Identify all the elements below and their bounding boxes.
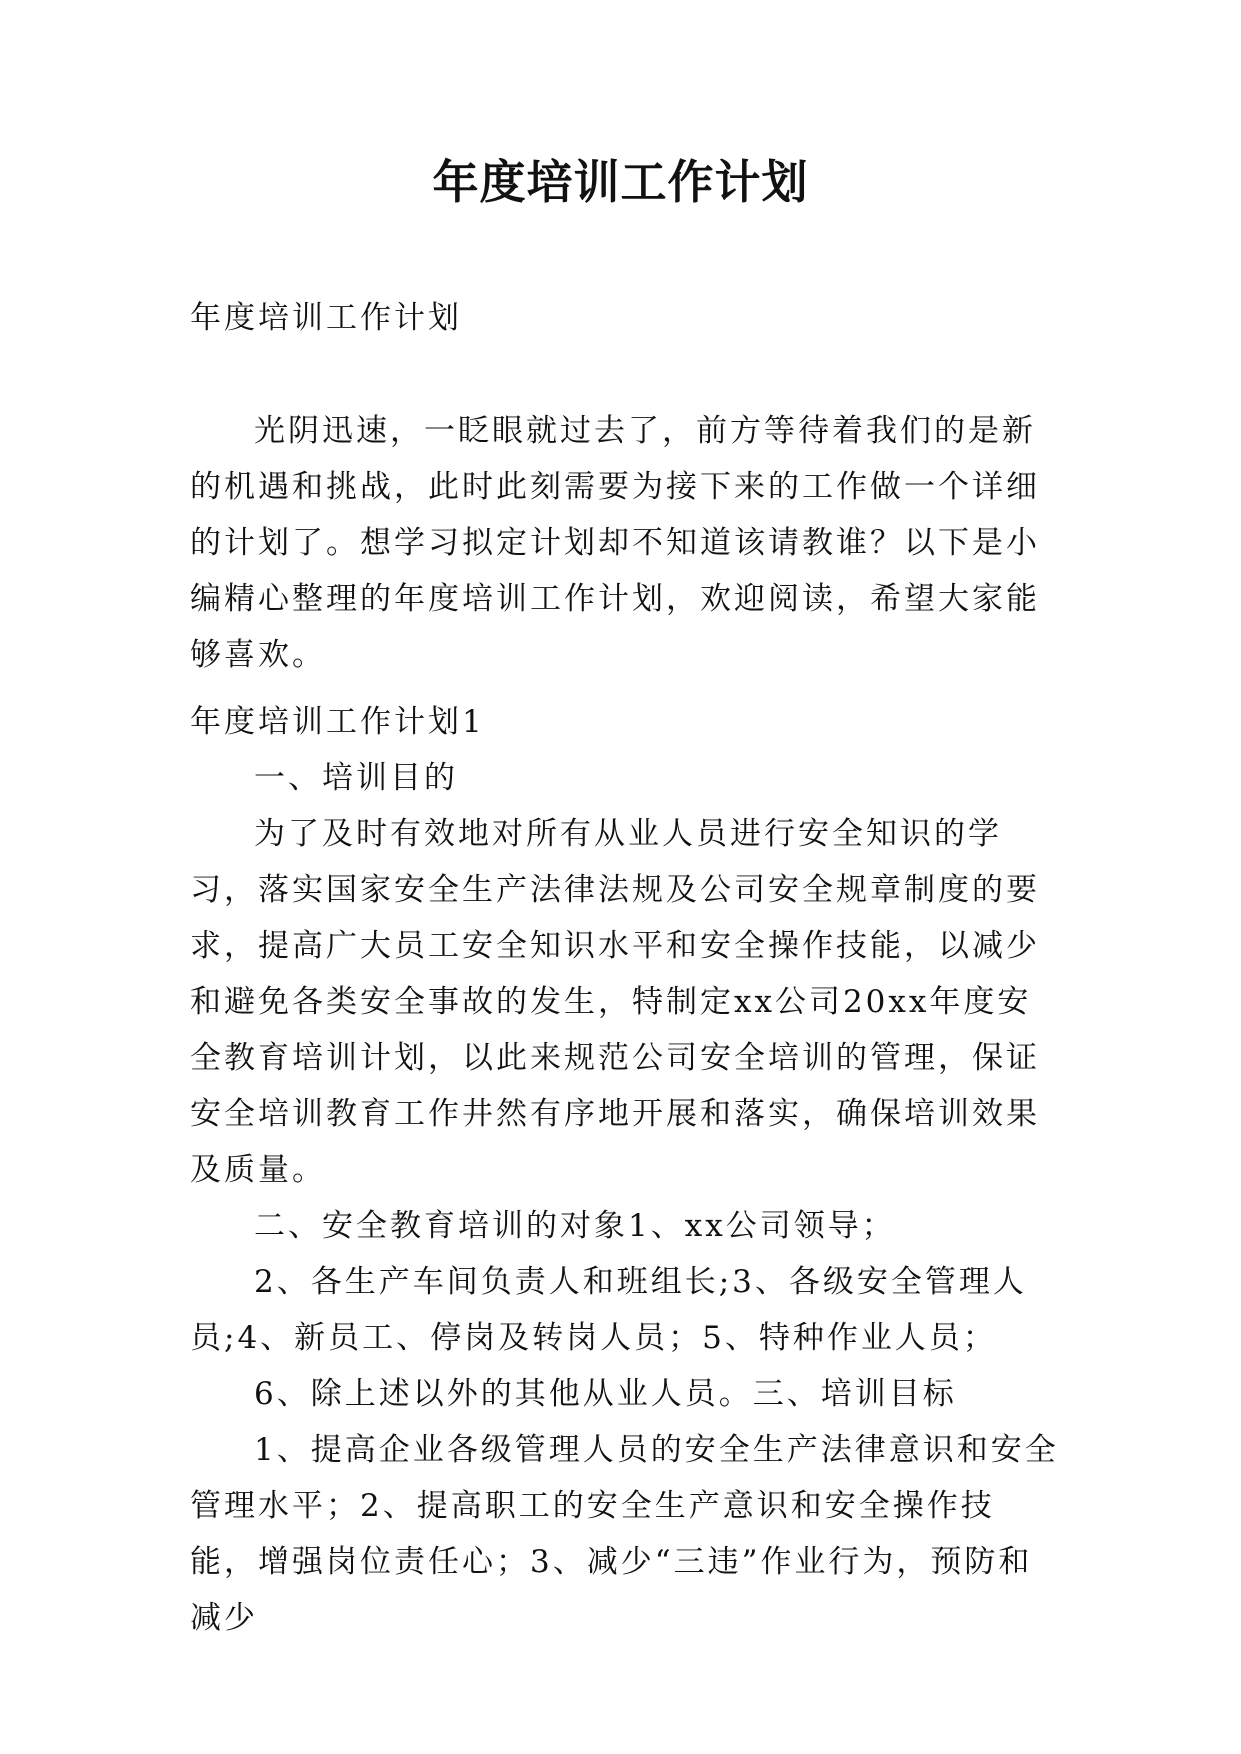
intro-paragraph: 光阴迅速，一眨眼就过去了，前方等待着我们的是新的机遇和挑战，此时此刻需要为接下来的工作做一个详细的计划了。想学习拟定计划却不知道该请教谁？以下是小编精心整理的年度培训工作计划，欢迎阅读，希望大家能够喜欢。 [190, 413, 1040, 673]
paragraph-target-other: 6、除上述以外的其他从业人员。三、培训目标 [254, 1376, 957, 1412]
section-title: 年度培训工作计划1 [190, 704, 485, 740]
heading-training-purpose: 一、培训目的 [254, 760, 458, 796]
section-content [190, 750, 1060, 1646]
paragraph-target-list: 2、各生产车间负责人和班组长;3、各级安全管理人员;4、新员工、停岗及转岗人员；5、特种作业人员； [190, 1264, 1027, 1356]
paragraph-purpose-detail: 为了及时有效地对所有从业人员进行安全知识的学习，落实国家安全生产法律法规及公司安全规章制度的要求，提高广大员工安全知识水平和安全操作技能，以减少和避免各类安全事故的发生，特制定xx公司20xx年度安全教育培训计划，以此来规范公司安全培训的管理，保证安全培训教育工作井然有序地开展和落实，确保培训效果及质量。 [190, 816, 1040, 1188]
paragraph-training-goals: 1、提高企业各级管理人员的安全生产法律意识和安全管理水平；2、提高职工的安全生产意识和安全操作技能，增强岗位责任心；3、减少“三违”作业行为，预防和减少 [190, 1432, 1059, 1636]
heading-training-targets: 二、安全教育培训的对象1、xx公司领导； [254, 1208, 896, 1244]
document-title: 年度培训工作计划 [432, 155, 809, 209]
document-subtitle: 年度培训工作计划 [190, 300, 462, 336]
